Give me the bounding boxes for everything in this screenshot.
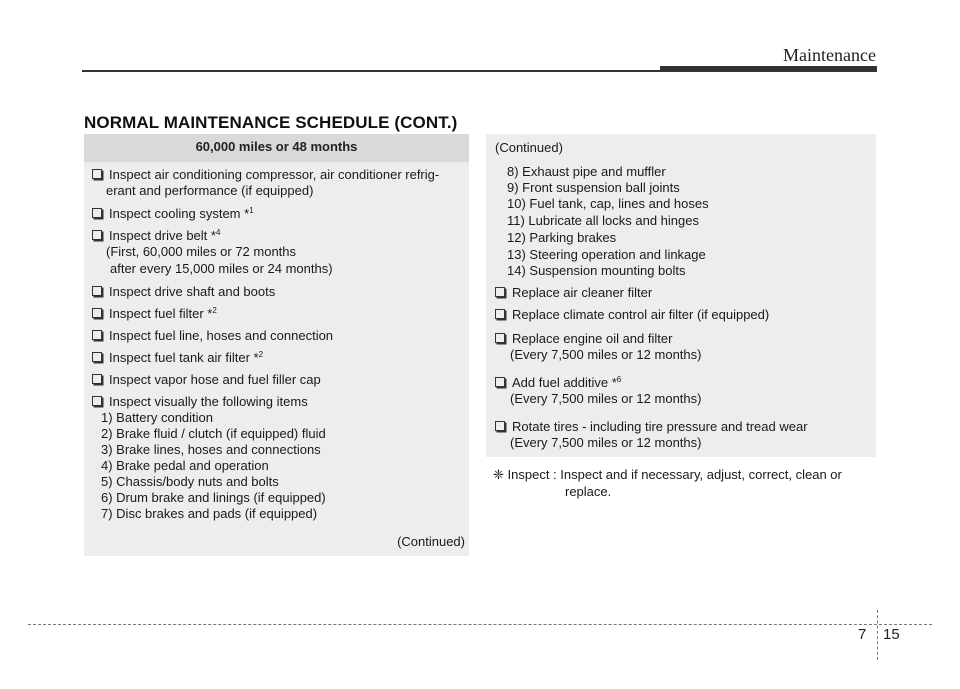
checkbox-icon xyxy=(495,421,505,431)
checkbox-icon xyxy=(92,230,102,240)
subitem: 6) Drum brake and linings (if equipped) xyxy=(101,490,326,505)
checkbox-icon xyxy=(92,169,102,179)
checklist-item: Inspect fuel tank air filter *$^2$ xyxy=(92,350,263,367)
chapter-number: 7 xyxy=(858,626,867,643)
checklist-item: Inspect drive shaft and boots xyxy=(92,284,275,301)
checklist-item: Inspect drive belt *$^4$ xyxy=(92,228,220,245)
checklist-item: Inspect visually the following items xyxy=(92,394,308,411)
checkbox-icon xyxy=(495,377,505,387)
checklist-item: Inspect fuel filter *$^2$ xyxy=(92,306,217,323)
subitem: 9) Front suspension ball joints xyxy=(507,180,680,195)
checklist-item: Inspect air conditioning compressor, air conditioner refrig- xyxy=(92,167,439,184)
subitem: 10) Fuel tank, cap, lines and hoses xyxy=(507,196,709,211)
subitem: 7) Disc brakes and pads (if equipped) xyxy=(101,506,318,521)
section-title: NORMAL MAINTENANCE SCHEDULE (CONT.) xyxy=(84,113,458,132)
checklist-item: Replace engine oil and filter xyxy=(495,331,672,348)
subitem: 5) Chassis/body nuts and bolts xyxy=(101,474,279,489)
continued-label: (Continued) xyxy=(397,534,465,549)
checklist-item: Rotate tires - including tire pressure and tread wear xyxy=(495,419,808,436)
header-rule xyxy=(82,70,660,72)
subitem: 1) Battery condition xyxy=(101,410,214,425)
subitem: 12) Parking brakes xyxy=(507,230,617,245)
checkbox-icon xyxy=(92,396,102,406)
right-schedule-panel xyxy=(486,134,876,457)
subitem: 14) Suspension mounting bolts xyxy=(507,263,686,278)
checklist-item: Inspect vapor hose and fuel filler cap xyxy=(92,372,321,389)
checkbox-icon xyxy=(495,287,505,297)
checklist-item-note: (Every 7,500 miles or 12 months) xyxy=(510,435,702,450)
note-symbol: ❈ xyxy=(493,467,504,482)
subitem: 11) Lubricate all locks and hinges xyxy=(507,213,699,228)
subitem: 3) Brake lines, hoses and connections xyxy=(101,442,321,457)
checkbox-icon xyxy=(92,208,102,218)
checklist-item: Inspect fuel line, hoses and connection xyxy=(92,328,333,345)
checklist-item: Inspect cooling system *$^1$ xyxy=(92,206,254,223)
note-text-continuation: replace. xyxy=(565,484,612,499)
subitem: 8) Exhaust pipe and muffler xyxy=(507,164,666,179)
checklist-item: Add fuel additive *$^6$ xyxy=(495,375,621,392)
continued-label: (Continued) xyxy=(495,140,563,155)
page-number: 15 xyxy=(883,626,900,643)
checkbox-icon xyxy=(92,374,102,384)
checkbox-icon xyxy=(495,333,505,343)
checkbox-icon xyxy=(495,309,505,319)
subitem: 13) Steering operation and linkage xyxy=(507,247,706,262)
interval-heading: 60,000 miles or 48 months xyxy=(84,134,469,162)
header-bar xyxy=(660,66,877,72)
header-title: Maintenance xyxy=(783,45,876,65)
checklist-item-note: (First, 60,000 miles or 72 months xyxy=(106,244,297,259)
footer-divider xyxy=(877,610,878,660)
inspect-note xyxy=(493,466,842,500)
footer-rule xyxy=(28,624,932,625)
note-text: Inspect : Inspect and if necessary, adjust, correct, clean or xyxy=(507,467,842,482)
checkbox-icon xyxy=(92,308,102,318)
checklist-item-note: after every 15,000 miles or 24 months) xyxy=(110,261,333,276)
checklist-item-note: (Every 7,500 miles or 12 months) xyxy=(510,391,702,406)
checkbox-icon xyxy=(92,352,102,362)
subitem: 2) Brake fluid / clutch (if equipped) fluid xyxy=(101,426,326,441)
checkbox-icon xyxy=(92,286,102,296)
left-schedule-panel xyxy=(84,134,469,556)
checklist-item: Replace air cleaner filter xyxy=(495,285,652,302)
subitem: 4) Brake pedal and operation xyxy=(101,458,269,473)
checklist-item: Replace climate control air filter (if equipped) xyxy=(495,307,769,324)
checklist-item-note: (Every 7,500 miles or 12 months) xyxy=(510,347,702,362)
checklist-item-continuation: erant and performance (if equipped) xyxy=(106,183,314,198)
checkbox-icon xyxy=(92,330,102,340)
